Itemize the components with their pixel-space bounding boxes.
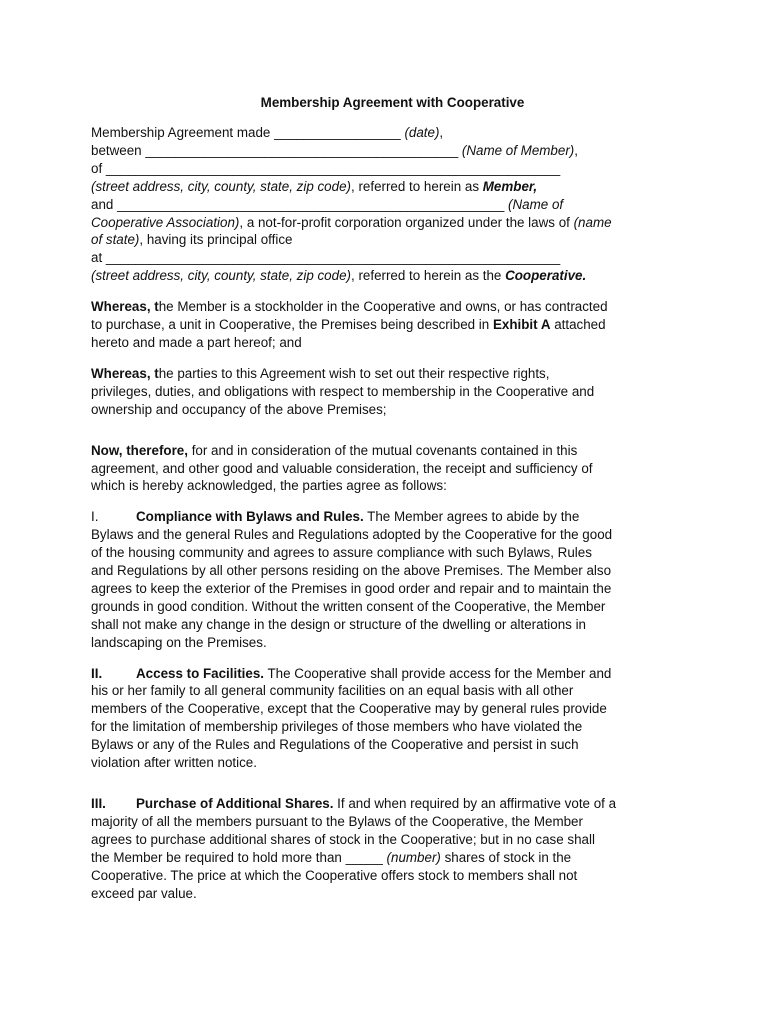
date-blank: _________________ [274,125,401,140]
section-2: II. Access to Facilities. The Cooperative shall provide access for the Member and his or her family to all general community facilities on an equal basis with all other members of the Cooperative, except that the Cooperative may by general rules provide for the limitation of membership privileges of those members who have violated the Bylaws or any of the Rules and Regulations of the Cooperative and persist in such violation after written notice. [91,665,612,771]
intro-line-2: between __________________________________________ (Name of Member), [91,142,578,158]
section-1: I. Compliance with Bylaws and Rules. The Member agrees to abide by the Bylaws and the general Rules and Regulations adopted by the Cooperative for the good of the housing community and agrees to assure compliance with such Bylaws, Rules and Regulations by all other persons residing on the above Premises. The Member also agrees to keep the exterior of the Premises in good order and repair and to maintain the grounds in good condition. Without the written consent of the Cooperative, the Member shall not make any change in the design or structure of the dwelling or alterations in landscaping on the Premises. [91,509,613,650]
intro-line-5: and ____________________________________________________ (Name of [91,196,564,212]
section-2-heading: Access to Facilities. [136,665,265,681]
exhibit-reference: Exhibit A [492,317,551,333]
document-title: Membership Agreement with Cooperative [260,95,525,110]
section-3: III. Purchase of Additional Shares. If and when required by an affirmative vote of a majority of all the members pursuant to the Bylaws of the Cooperative, the Member agrees to purchase additional shares of stock in the Cooperative; but in no case shall the Member be required to hold more than _____ (number) shares of stock in the Cooperative. The price at which the Cooperative offers stock to members shall not exceed par value. [91,796,617,901]
intro-line-9: (street address, city, county, state, zip code), referred to herein as the Cooperative. [91,268,587,284]
intro-line-6: Cooperative Association), a not-for-profit corporation organized under the laws of (name [91,214,612,230]
cooperative-address-blank: _____________________________________________________________ [105,250,561,266]
now-therefore-paragraph: Now, therefore, for and in consideration of the mutual covenants contained in this agreement, and other good and valuable consideration, the receipt and sufficiency of which is hereby acknowledged, the parties agree as follows: [91,442,593,494]
member-name-blank: __________________________________________ [145,142,459,158]
cooperative-name-blank: ____________________________________________________ [117,196,505,212]
intro-line-1: Membership Agreement made _________________ (date), [91,125,444,140]
intro-paragraph [91,124,690,285]
shares-number-blank: _____ [345,849,383,865]
whereas-paragraph-1: Whereas, the Member is a stockholder in the Cooperative and owns, or has contracted to purchase, a unit in Cooperative, the Premises being described in Exhibit A attached hereto and made a part hereof; and [91,299,608,350]
intro-line-7: of state), having its principal office [91,232,293,248]
section-3-heading: Purchase of Additional Shares. [136,796,334,811]
intro-line-3: of _____________________________________________________________ [91,160,561,176]
section-1-heading: Compliance with Bylaws and Rules. [136,509,364,525]
member-address-blank: _____________________________________________________________ [105,160,561,176]
section-1-number: I. [91,509,99,525]
section-3-number: III. [91,796,106,811]
whereas-paragraph-2: Whereas, the parties to this Agreement wish to set out their respective rights, privileges, duties, and obligations with respect to membership in the Cooperative and ownership and occupancy of the above Premises; [91,365,595,417]
intro-line-8: at _____________________________________________________________ [91,250,561,266]
section-2-number: II. [91,665,103,681]
intro-line-4: (street address, city, county, state, zip code), referred to herein as Member, [91,178,538,194]
